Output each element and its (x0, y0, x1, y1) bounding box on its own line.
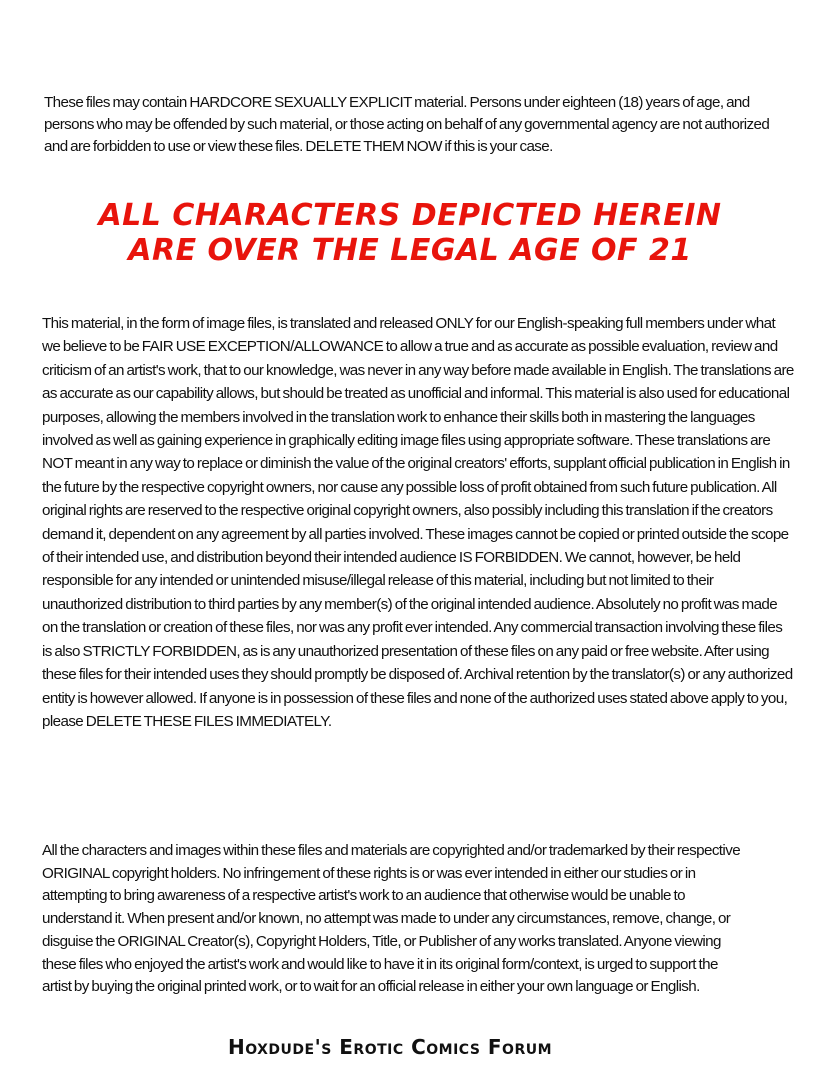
fair-use-statement: This material, in the form of image files, is translated and released ONLY for our English-speaking full members under what we believe to be FAIR USE EXCEPTION/ALLOWANCE to allow a true and as accurate as possible evaluation, review and criticism of an artist's work, that to our knowledge, was never in any way before made available in English. The translations are as accurate as our capability allows, but should be treated as unofficial and informal. This material is also used for educational purposes, allowing the members involved in the translation work to enhance their skills both in mastering the languages involved as well as gaining experience in graphically editing image files using appropriate software. These translations are NOT meant in any way to replace or diminish the value of the original creators' efforts, supplant official publication in English in the future by the respective copyright owners, nor cause any possible loss of profit obtained from such future publication. All original rights are reserved to the respective original copyright owners, also possibly including this translation if the creators demand it, dependent on any agreement by all parties involved. These images cannot be copied or printed outside the scope of their intended use, and distribution beyond their intended audience IS FORBIDDEN. We cannot, however, be held responsible for any intended or unintended misuse/illegal release of this material, including but not limited to their unauthorized distribution to third parties by any member(s) of the original intended audience. Absolutely no profit was made on the translation or creation of these files, nor was any profit ever intended. Any commercial transaction involving these files is also STRICTLY FORBIDDEN, as is any unauthorized presentation of these files on any paid or free website. After using these files for their intended uses they should promptly be disposed of. Archival retention by the translator(s) or any authorized entity is however allowed. If anyone is in possession of these files and none of the authorized uses stated above apply to you, please DELETE THESE FILES IMMEDIATELY. (42, 315, 794, 730)
forum-name-signature: Hoxdude's Erotic Comics Forum (227, 1035, 553, 1059)
age-notice-line-1: ALL CHARACTERS DEPICTED HEREIN (98, 198, 722, 233)
explicit-content-warning: These files may contain HARDCORE SEXUALLY EXPLICIT material. Persons under eighteen (18) years of age, and persons who may be offended by such material, or those acting on behalf of any governmental agency are not authorized and are forbidden to use or view these files. DELETE THEM NOW if this is your case. (44, 94, 770, 155)
age-notice-line-2: ARE OVER THE LEGAL AGE OF 21 (128, 233, 692, 268)
copyright-statement: All the characters and images within these files and materials are copyrighted and/or trademarked by their respective ORIGINAL copyright holders. No infringement of these rights is or was ever intended in either our studies or in attempting to bring awareness of a respective artist's work to an audience that otherwise would be unable to understand it. When present and/or known, no attempt was made to under any circumstances, remove, change, or disguise the ORIGINAL Creator(s), Copyright Holders, Title, or Publisher of any works translated. Anyone viewing these files who enjoyed the artist's work and would like to have it in its original form/context, is urged to support the artist by buying the original printed work, or to wait for an official release in either your own language or English. (42, 842, 741, 996)
age-notice-heading (60, 198, 760, 268)
